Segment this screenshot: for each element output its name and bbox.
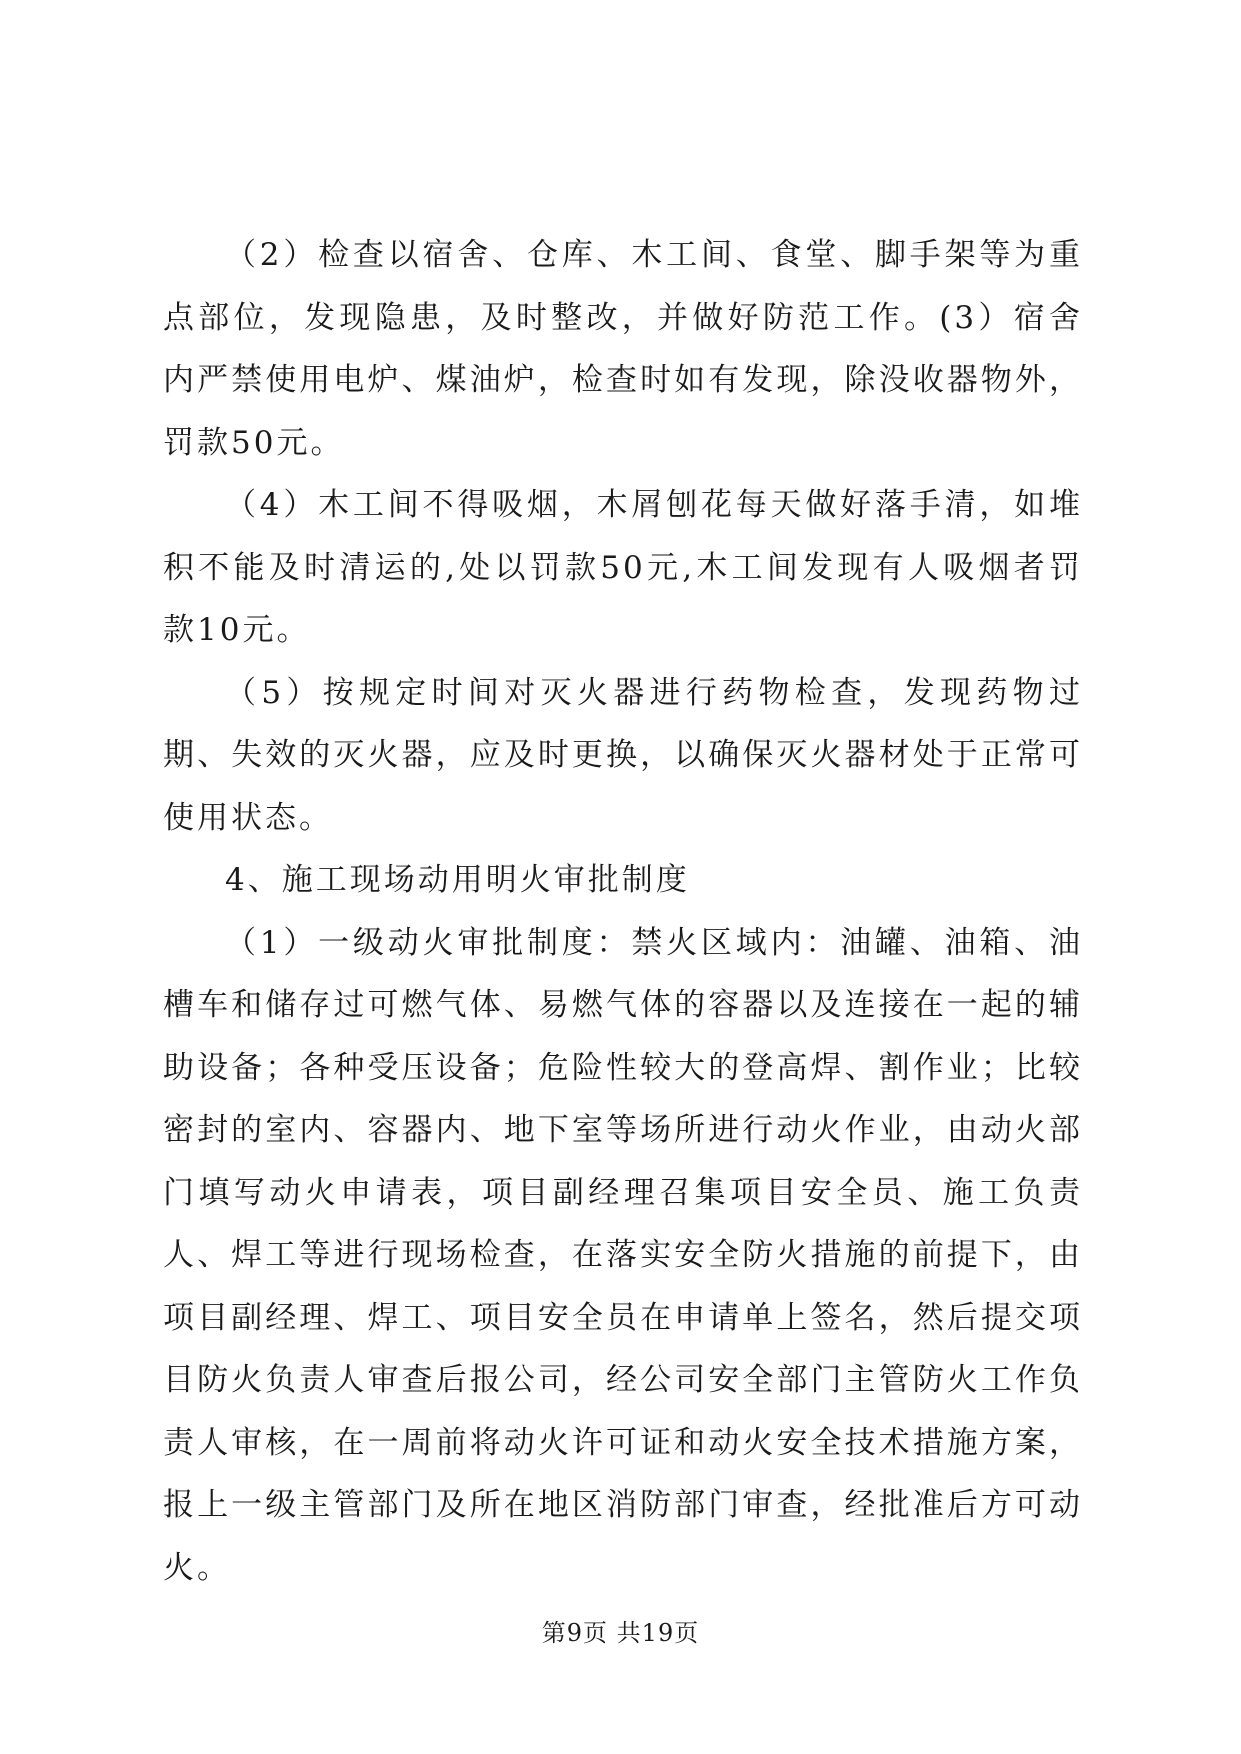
- paragraph-item-5-extinguisher-check: （5）按规定时间对灭火器进行药物检查，发现药物过期、失效的灭火器，应及时更换，以确保灭火器材处于正常可使用状态。: [163, 674, 1083, 836]
- page-number-indicator: 第9页 共19页: [541, 1619, 700, 1647]
- paragraph-item-1-level-one-approval: （1）一级动火审批制度：禁火区域内：油罐、油箱、油槽车和储存过可燃气体、易燃气体的容器以及连接在一起的辅助设备；各种受压设备；危险性较大的登高焊、割作业；比较密封的室内、容器内、地下室等场所进行动火作业，由动火部门填写动火申请表，项目副经理召集项目安全员、施工负责人、焊工等进行现场检查，在落实安全防火措施的前提下，由项目副经理、焊工、项目安全员在申请单上签名，然后提交项目防火负责人审查后报公司，经公司安全部门主管防火工作负责人审核，在一周前将动火许可证和动火安全技术措施方案，报上一级主管部门及所在地区消防部门审查，经批准后方可动火。: [163, 924, 1083, 1586]
- document-body: [163, 224, 1083, 1599]
- page-footer: [0, 1618, 1241, 1648]
- paragraph-item-4-woodshop-smoking: （4）木工间不得吸烟，木屑刨花每天做好落手清，如堆积不能及时清运的,处以罚款50元,木工间发现有人吸烟者罚款10元。: [163, 487, 1083, 648]
- paragraph-item-2-dorm-inspection: （2）检查以宿舍、仓库、木工间、食堂、脚手架等为重点部位，发现隐患，及时整改，并做好防范工作。(3）宿舍内严禁使用电炉、煤油炉，检查时如有发现，除没收器物外，罚款50元。: [163, 237, 1083, 461]
- section-heading-open-fire-approval: 4、施工现场动用明火审批制度: [225, 862, 690, 898]
